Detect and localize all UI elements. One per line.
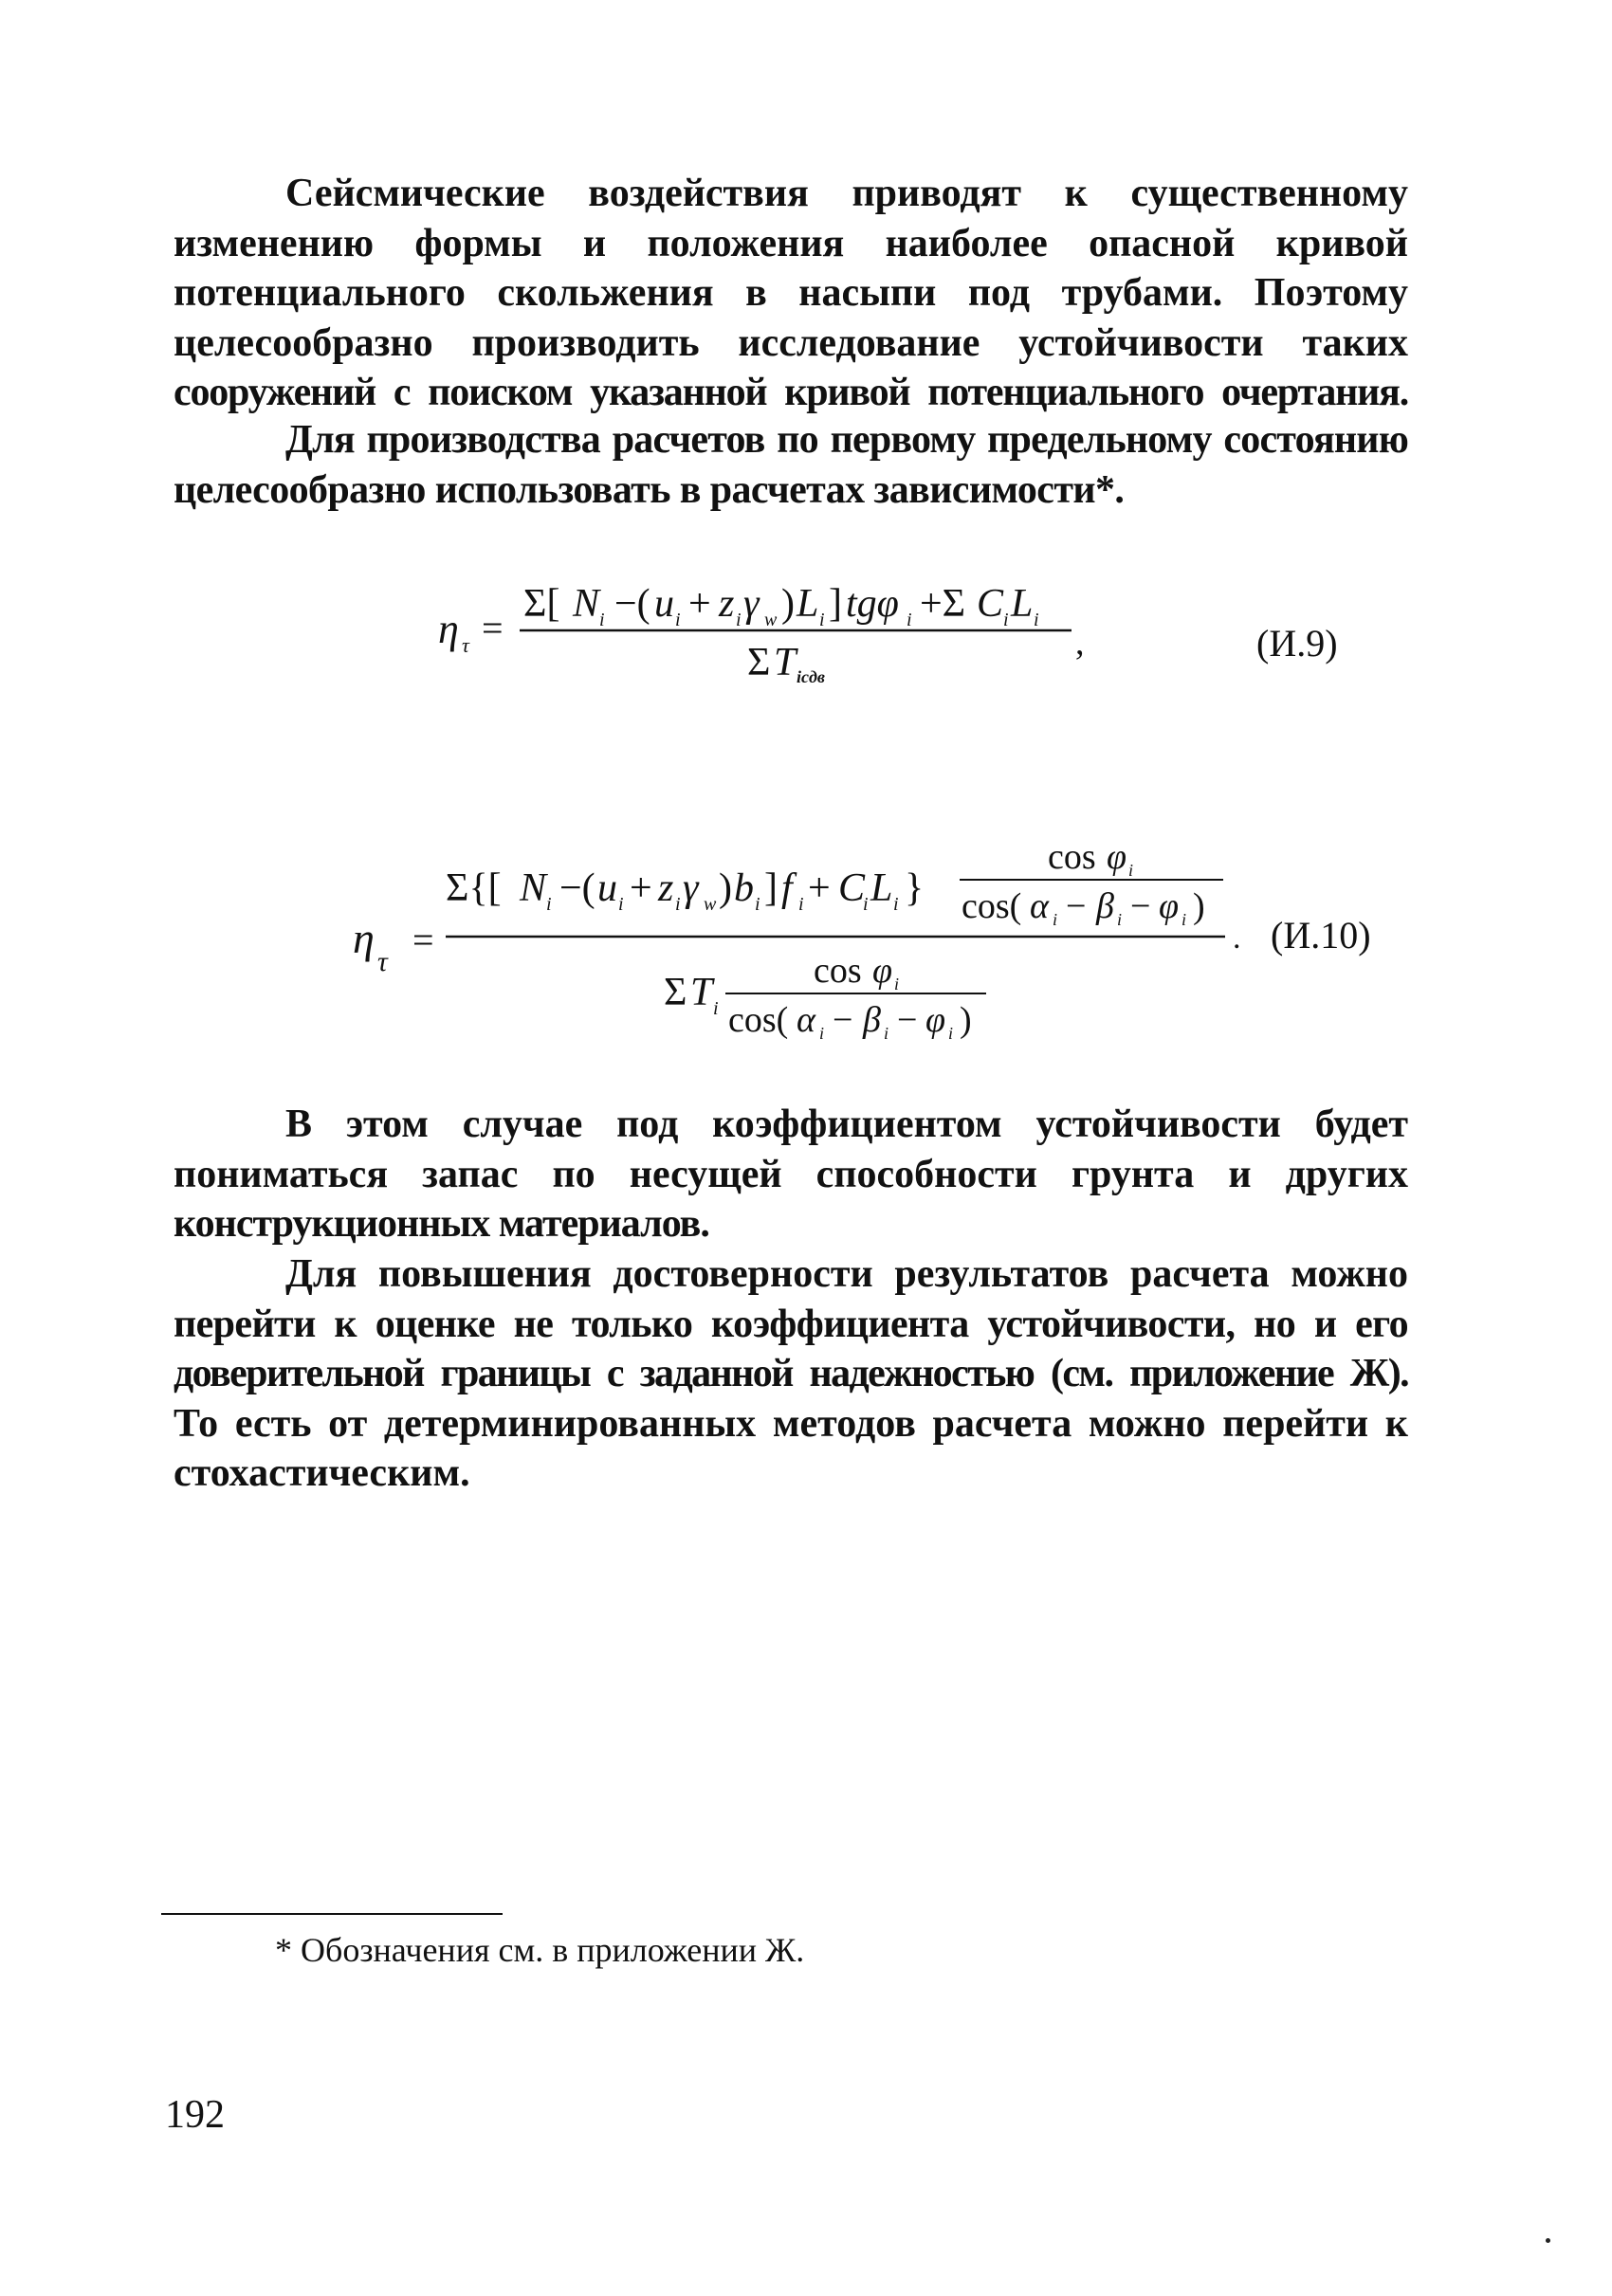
svg-text:Σ: Σ (747, 641, 771, 684)
svg-text:+Σ: +Σ (920, 582, 966, 626)
svg-text:−: − (1130, 886, 1151, 926)
eq2-denominator (664, 971, 719, 1019)
svg-text:b: b (734, 866, 754, 910)
paragraph-stability-coefficient (174, 1100, 1408, 1249)
svg-text:u: u (654, 582, 674, 626)
svg-text:): ) (781, 582, 795, 626)
svg-text:α: α (1030, 886, 1049, 926)
text-line: Для повышения достоверности результатов расчета можно (285, 1252, 1408, 1296)
svg-text:i: i (819, 610, 825, 630)
svg-text:i: i (675, 610, 681, 630)
svg-text:N: N (520, 866, 547, 910)
svg-text:u: u (597, 866, 617, 910)
svg-text:i: i (736, 610, 742, 630)
svg-text:.: . (1233, 920, 1241, 956)
svg-text:cos: cos (814, 951, 862, 991)
text-line: пониматься запас по несущей способности грунта и других (174, 1152, 1408, 1196)
text-line: целесообразно использовать в расчетах зависимости*. (174, 467, 1125, 512)
svg-text:i: i (863, 894, 869, 915)
svg-text:i: i (907, 610, 912, 630)
svg-text:i: i (546, 894, 552, 915)
svg-text:}: } (905, 866, 925, 910)
text-line: доверительной границы с заданной надежностью (см. приложение Ж). (174, 1352, 1408, 1395)
svg-text:]: ] (829, 582, 842, 626)
svg-text:−: − (833, 1000, 853, 1040)
eq2-numerator (446, 866, 924, 915)
svg-text:γ: γ (743, 582, 760, 626)
svg-text:cos: cos (1048, 837, 1096, 877)
svg-text:): ) (960, 1000, 972, 1040)
svg-text:w: w (704, 894, 717, 915)
paragraph-calculation-dependencies (174, 415, 1408, 515)
text-line: изменению формы и положения наиболее опасной кривой (174, 221, 1408, 265)
text-line: конструкционных материалов. (174, 1202, 709, 1246)
text-line: Для производства расчетов по первому предельному состоянию (285, 418, 1408, 462)
equation-label-i9: (И.9) (1256, 622, 1338, 665)
svg-text:L: L (870, 866, 893, 910)
text-line: Сейсмические воздействия приводят к существенному (285, 172, 1408, 215)
footnote-separator (161, 1913, 503, 1915)
eq1-denominator (747, 641, 825, 686)
eq2-denominator-fraction (728, 951, 972, 1043)
svg-text:=: = (482, 607, 504, 649)
svg-text:icдв: icдв (797, 667, 825, 686)
svg-text:Σ: Σ (664, 971, 687, 1014)
svg-text:i: i (948, 1024, 954, 1043)
svg-text:i: i (599, 610, 605, 630)
scan-speck (1546, 2238, 1550, 2243)
text-line: перейти к оценке не только коэффициента устойчивости, но и его (174, 1302, 1408, 1346)
svg-text:]: ] (764, 866, 778, 910)
eq1-lhs-sub: τ (462, 633, 469, 657)
svg-text:i: i (1128, 861, 1134, 880)
svg-text:+: + (688, 582, 711, 626)
text-line: сооружений с поиском указанной кривой потенциального очертания. (174, 371, 1408, 414)
svg-text:i: i (1003, 610, 1009, 630)
text-line: В этом случае под коэффициентом устойчивости будет (285, 1102, 1408, 1146)
svg-text:−(: −( (614, 582, 650, 626)
eq1-lhs-eta: η (438, 606, 459, 652)
svg-text:T: T (774, 641, 797, 684)
text-line: стохастическим. (174, 1451, 470, 1495)
svg-text:,: , (1075, 623, 1085, 663)
svg-text:z: z (719, 582, 735, 626)
svg-text:−: − (1066, 886, 1087, 926)
svg-text:w: w (764, 610, 778, 630)
svg-text:−(: −( (559, 866, 595, 910)
svg-text:C: C (838, 866, 866, 910)
svg-text:β: β (1096, 886, 1114, 926)
svg-text:cos(: cos( (728, 1000, 789, 1040)
svg-text:φ: φ (1159, 886, 1180, 926)
eq2-inner-fraction (962, 837, 1205, 929)
eq1-numerator (523, 582, 1039, 630)
text-line: То есть от детерминированных методов расчета можно перейти к (174, 1401, 1408, 1446)
svg-text:f: f (781, 866, 793, 910)
text-line: потенциального скольжения в насыпи под трубами. Поэтому (174, 271, 1408, 315)
equation-label-i10: (И.10) (1271, 914, 1371, 957)
svg-text:): ) (719, 866, 732, 910)
svg-text:i: i (618, 894, 624, 915)
svg-text:φ: φ (1107, 837, 1127, 877)
footnote: * Обозначения см. в приложении Ж. (275, 1931, 805, 1969)
svg-text:i: i (1182, 910, 1187, 929)
svg-text:T: T (690, 971, 713, 1014)
svg-text:L: L (1011, 582, 1034, 626)
svg-text:Σ{[: Σ{[ (446, 866, 502, 910)
svg-text:): ) (1193, 886, 1205, 926)
paragraph-seismic-effects (174, 169, 1408, 418)
svg-text:i: i (1117, 910, 1123, 929)
svg-text:z: z (658, 866, 674, 910)
svg-text:φ: φ (925, 1000, 946, 1040)
svg-text:i: i (713, 998, 719, 1019)
svg-text:i: i (1053, 910, 1058, 929)
text-line: целесообразно производить исследование устойчивости таких (174, 320, 1408, 365)
eq2-lhs-sub: τ (377, 946, 388, 977)
svg-text:i: i (884, 1024, 889, 1043)
svg-text:α: α (797, 1000, 815, 1040)
svg-text:Σ[: Σ[ (523, 582, 560, 626)
svg-text:−: − (897, 1000, 918, 1040)
svg-text:i: i (893, 894, 899, 915)
svg-text:=: = (412, 919, 434, 961)
svg-text:+: + (808, 866, 831, 910)
svg-text:L: L (797, 582, 819, 626)
svg-text:i: i (755, 894, 760, 915)
svg-text:C: C (977, 582, 1004, 626)
svg-text:φ: φ (872, 951, 893, 991)
svg-text:i: i (675, 894, 681, 915)
svg-text:i: i (894, 975, 900, 993)
svg-text:cos(: cos( (962, 886, 1022, 926)
paragraph-reliability (174, 1249, 1408, 1499)
svg-text:β: β (863, 1000, 881, 1040)
svg-text:N: N (573, 582, 600, 626)
page-number: 192 (165, 2093, 225, 2137)
svg-text:+: + (630, 866, 652, 910)
svg-text:tgφ: tgφ (846, 582, 899, 626)
svg-text:γ: γ (683, 866, 699, 910)
eq2-lhs-eta: η (353, 914, 375, 962)
svg-text:i: i (798, 894, 804, 915)
svg-text:i: i (819, 1024, 825, 1043)
svg-text:i: i (1034, 610, 1039, 630)
